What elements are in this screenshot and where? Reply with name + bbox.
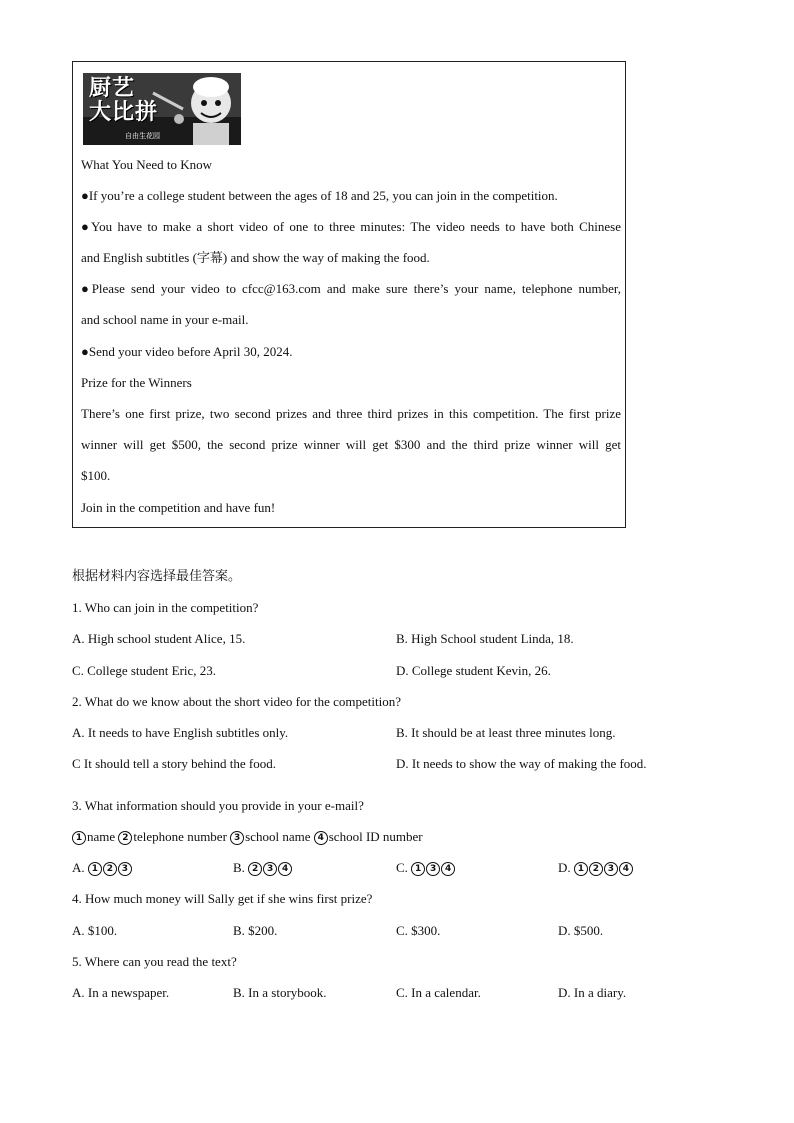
question-1-stem: 1. Who can join in the competition?	[72, 600, 259, 615]
logo-title: 厨艺 大比拼	[89, 76, 159, 125]
question-5-option-d[interactable]: D. In a diary.	[558, 985, 627, 1000]
question-5-stem: 5. Where can you read the text?	[72, 954, 237, 969]
circled-number-icon: 1	[72, 831, 86, 845]
bullet-video-line1: ●You have to make a short video of one to three minutes: The video needs to have both Chinese	[81, 219, 621, 234]
logo-subtitle: 自由生花园	[125, 132, 160, 140]
question-4-option-a[interactable]: A. $100.	[72, 923, 118, 938]
closing-line: Join in the competition and have fun!	[81, 500, 276, 515]
question-4-stem: 4. How much money will Sally get if she wins first prize?	[72, 891, 373, 906]
question-3-option-d[interactable]: D. 1 2 3 4	[558, 860, 634, 876]
question-3-option-c[interactable]: C. 1 3 4	[396, 860, 456, 876]
question-2-stem: 2. What do we know about the short video for the competition?	[72, 694, 402, 709]
heading-prize-for-winners: Prize for the Winners	[81, 375, 192, 390]
question-5-option-b[interactable]: B. In a storybook.	[233, 985, 327, 1000]
question-1-option-d[interactable]: D. College student Kevin, 26.	[396, 663, 551, 678]
question-5-option-c[interactable]: C. In a calendar.	[396, 985, 481, 1000]
question-1-option-c[interactable]: C. College student Eric, 23.	[72, 663, 217, 678]
bullet-video-line2: and English subtitles (字幕) and show the way of making the food.	[81, 250, 430, 265]
question-3-option-b[interactable]: B. 2 3 4	[233, 860, 293, 876]
instruction: 根据材料内容选择最佳答案。	[72, 568, 242, 583]
prize-text-line1: There’s one first prize, two second prizes and three third prizes in this competition. The first prize	[81, 406, 621, 421]
cooking-competition-logo	[83, 73, 241, 145]
question-1-option-b[interactable]: B. High School student Linda, 18.	[396, 631, 574, 646]
circled-number-icon: 3	[230, 831, 244, 845]
question-3-option-a[interactable]: A. 1 2 3	[72, 860, 133, 876]
bullet-email-line1: ●Please send your video to cfcc@163.com and make sure there’s your name, telephone number,	[81, 281, 621, 296]
question-5-option-a[interactable]: A. In a newspaper.	[72, 985, 170, 1000]
prize-text-line2: winner will get $500, the second prize winner will get $300 and the third prize winner will get	[81, 437, 621, 452]
question-2-option-b[interactable]: B. It should be at least three minutes long.	[396, 725, 616, 740]
bullet-email-line2: and school name in your e-mail.	[81, 312, 249, 327]
question-4-option-c[interactable]: C. $300.	[396, 923, 441, 938]
bullet-eligibility: ●If you’re a college student between the ages of 18 and 25, you can join in the competition.	[81, 188, 558, 203]
advertisement-box	[72, 61, 626, 528]
question-2-option-d[interactable]: D. It needs to show the way of making the food.	[396, 756, 647, 771]
question-3-items: 1 name 2 telephone number 3 school name 4 school ID number	[72, 829, 423, 845]
heading-what-you-need-to-know: What You Need to Know	[81, 157, 213, 172]
question-1-option-a[interactable]: A. High school student Alice, 15.	[72, 631, 246, 646]
question-2-option-a[interactable]: A. It needs to have English subtitles only.	[72, 725, 289, 740]
question-4-option-b[interactable]: B. $200.	[233, 923, 278, 938]
question-4-option-d[interactable]: D. $500.	[558, 923, 604, 938]
question-3-stem: 3. What information should you provide in your e-mail?	[72, 798, 364, 813]
prize-text-line3: $100.	[81, 468, 111, 483]
question-2-option-c[interactable]: C It should tell a story behind the food.	[72, 756, 277, 771]
circled-number-icon: 2	[118, 831, 132, 845]
bullet-deadline: ●Send your video before April 30, 2024.	[81, 344, 293, 359]
circled-number-icon: 4	[314, 831, 328, 845]
